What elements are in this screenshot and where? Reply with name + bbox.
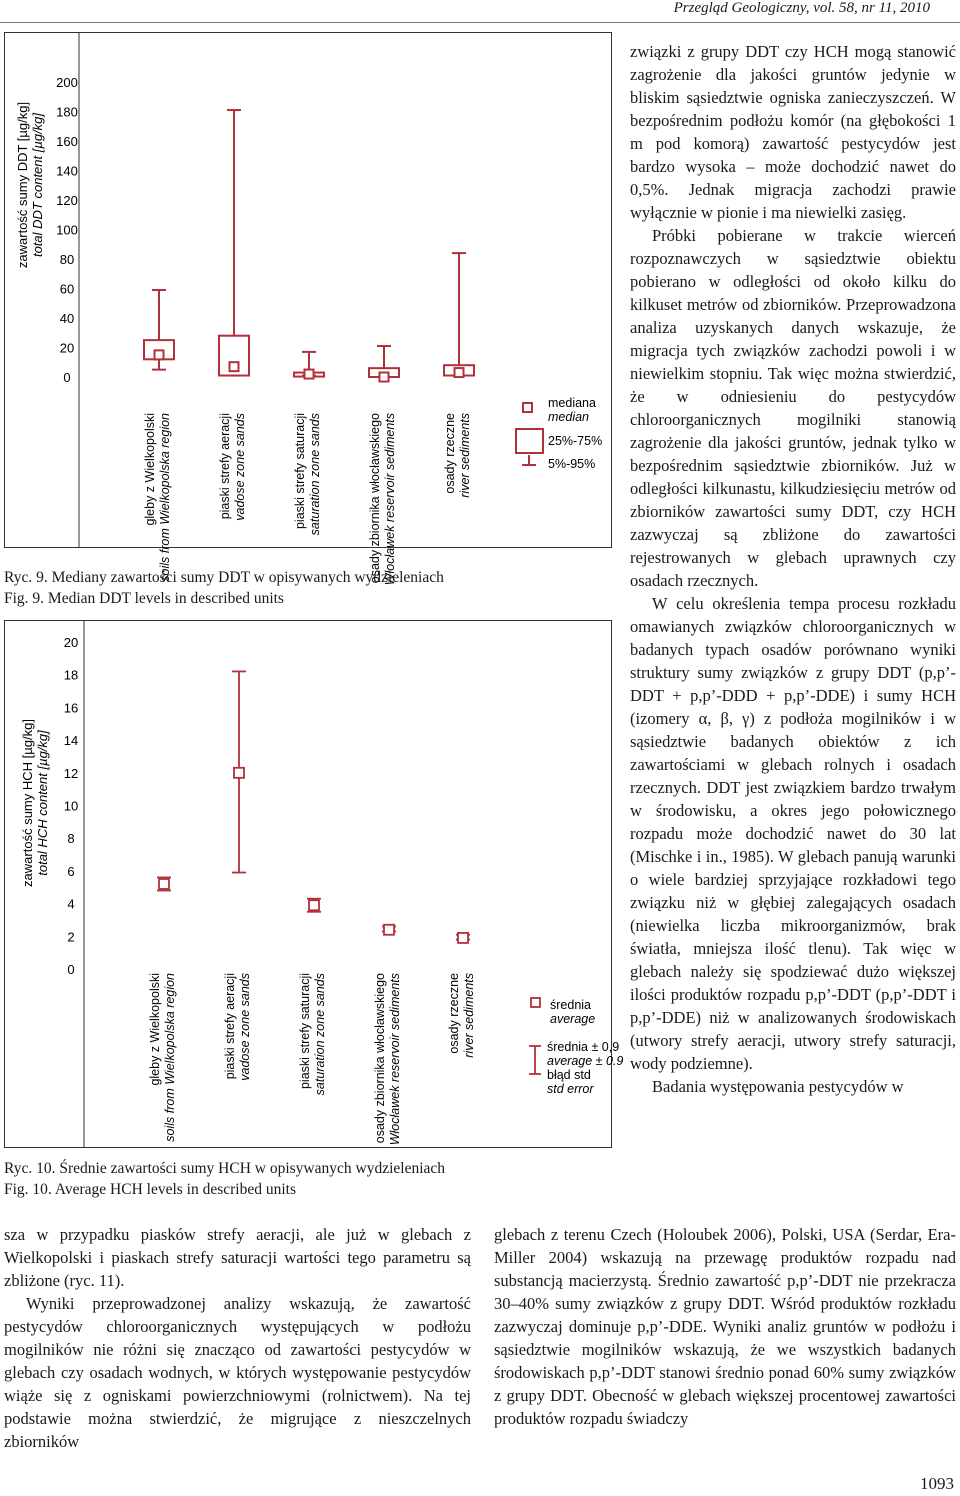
right-column-text	[630, 40, 956, 1098]
fig9-category-label-en: soils from Wielkopolska region	[158, 413, 172, 582]
fig10-category-label-pl: piaski strefy aeracji	[223, 973, 237, 1080]
fig10-legend-se-pl: błąd std	[547, 1068, 591, 1082]
fig10-tick-label: 10	[63, 798, 79, 814]
figure-10-chart	[5, 621, 624, 1147]
fig10-category-label-en: river sediments	[462, 973, 476, 1058]
fig9-category-label-pl: osady zbiornika włocławskiego	[368, 413, 382, 584]
fig9-tick-label: 60	[59, 281, 75, 297]
fig9-category-label-en: saturation zone sands	[308, 413, 322, 536]
fig10-category-label-en: soils from Wielkopolska region	[163, 973, 177, 1142]
fig10-category-label-pl: osady rzeczne	[447, 973, 461, 1054]
right-paragraph-1: związki z grupy DDT czy HCH mogą stanowić zagrożenie dla jakości gruntów jedynie w bliskim sąsiedztwie ogniska zanieczyszczeń. W bezpośrednim podłożu komór (na głębokości 1 m pod komorą) zawartość pestycydów jest bardzo wysoka – może dochodzić nawet do 0,5%. Jednak migracja zachodzi prawie wyłącznie w pionie i ma niewielki zasięg.	[630, 42, 956, 222]
fig10-tick-label: 2	[67, 929, 75, 945]
right-column-wide-text	[494, 1223, 956, 1430]
fig9-tick-label: 120	[56, 193, 78, 208]
fig9-tick-label: 180	[56, 104, 78, 120]
fig10-legend-mean-pl: średnia	[550, 998, 591, 1012]
fig9-tick-label: 0	[63, 370, 71, 385]
figure-10-frame	[4, 620, 624, 1148]
fig9-tick-label: 160	[56, 134, 78, 149]
fig9-category-label-pl: gleby z Wielkopolski	[143, 413, 157, 526]
fig10-tick-label: 16	[63, 700, 79, 716]
right-paragraph-2: Próbki pobierane w trakcie wierceń rozpoznawczych w sąsiedztwie obiektu pobierano w odległości od około kilku do kilkuset metrów od zbiorników. Przeprowadzona analiza uzyskanych danych wskazuje, że migracja tych związków zachodzi powoli i w niewielkim stopniu. Tak więc można stwierdzić, że w odniesieniu do pestycydów chloroorganicznych mogilniki stanowią zagrożenie dla jakości gruntów, jednak tylko w bezpośrednim sąsiedztwie zbiorników. Już w odległości kilkunastu, kilkudziesięciu metrów od zbiorników zawartości sumy DDT, czy HCH zazwyczaj są zbliżone do zawartości rejestrowanych w glebach uprawnych czy osadach rzecznych.	[630, 226, 956, 590]
figure-10-caption-pl: Ryc. 10. Średnie zawartości sumy HCH w opisywanych wydzieleniach	[4, 1160, 446, 1177]
fig10-category-label-pl: osady zbiornika włocławskiego	[373, 973, 387, 1144]
fig10-legend-mean-en: average	[550, 1012, 596, 1026]
fig10-tick-label: 6	[67, 863, 75, 879]
fig10-category-label-en: Włocławek reservoir sediments	[388, 973, 402, 1146]
fig9-legend-range: 5%-95%	[548, 457, 596, 471]
figure-9-caption	[4, 567, 604, 609]
fig10-ylabel-en: total HCH content [µg/kg]	[35, 730, 50, 876]
fig10-mean-marker	[309, 900, 319, 910]
fig10-category-label-pl: piaski strefy saturacji	[298, 973, 312, 1090]
page-number: 1093	[920, 1474, 954, 1493]
right-paragraph-4a: Badania występowania pestycydów w	[652, 1077, 904, 1096]
left-paragraph-2: Wyniki przeprowadzonej analizy wskazują, że zawartość pestycydów chloroorganicznych występujących w podłożu mogilników nie różni się znacząco od zawartości pestycydów w glebach czy osadach wodnych, w których występowanie pestycydów wiąże się z ogniskami powierzchniowymi (rolnictwem). Na tej podstawie można stwierdzić, że migrujące z nieszczelnych zbiorników	[4, 1294, 471, 1451]
fig10-legend-sd-en: average ± 0.9	[547, 1054, 624, 1068]
fig9-median-marker	[305, 370, 314, 379]
figure-9-caption-pl: Ryc. 9. Mediany zawartości sumy DDT w opisywanych wydzieleniach	[4, 569, 444, 586]
fig9-legend-median-en: median	[548, 410, 589, 424]
left-column-text	[4, 1223, 471, 1453]
figure-10-caption-en: Fig. 10. Average HCH levels in described units	[4, 1181, 297, 1198]
fig9-tick-label: 140	[56, 163, 78, 179]
fig10-category-label-en: vadose zone sands	[238, 973, 252, 1081]
fig9-tick-label: 80	[59, 252, 75, 267]
fig9-category-label-pl: piaski strefy saturacji	[293, 413, 307, 530]
fig9-median-marker	[155, 350, 164, 359]
fig10-category-label-pl: gleby z Wielkopolski	[148, 973, 162, 1086]
fig10-tick-label: 4	[67, 896, 75, 912]
fig9-tick-label: 20	[59, 340, 75, 356]
figure-10-caption	[4, 1158, 604, 1200]
fig10-tick-label: 0	[67, 962, 75, 977]
fig10-mean-marker	[458, 933, 468, 943]
fig10-category-label-en: saturation zone sands	[313, 973, 327, 1096]
fig10-mean-marker	[234, 768, 244, 778]
fig10-legend-se-en: std error	[547, 1082, 594, 1096]
fig9-legend-median-symbol	[523, 403, 532, 412]
right-paragraph-4b: glebach z terenu Czech (Holoubek 2006), Polski, USA (Serdar, Era-Miller 2004) wskazują na przewagę produktów rozpadu nad substancją macierzystą. Średnio zawartość p,p’-DDT nie przekracza 30–40% sumy związków z grupy DDT. Wśród produktów rozkładu zazwyczaj dominuje p,p’-DDE. Wyniki analiz gruntów w podłożu i sąsiedztwie mogilników wskazują, że we wszystkich badanych środowiskach p,p’-DDT stanowi średnio ponad 60% sumy związków z grupy DDT. Obecność w glebach większej procentowej zawartości produktów rozpadu świadczy	[494, 1225, 956, 1428]
fig10-tick-label: 8	[67, 831, 75, 847]
fig9-category-label-pl: osady rzeczne	[443, 413, 457, 494]
fig10-tick-label: 14	[63, 733, 79, 749]
fig9-category-label-en: Włocławek reservoir sediments	[383, 413, 397, 586]
fig10-tick-label: 18	[63, 667, 79, 683]
fig9-category-label-pl: piaski strefy aeracji	[218, 413, 232, 520]
fig10-mean-marker	[384, 925, 394, 935]
fig9-ylabel-pl: zawartość sumy DDT [µg/kg]	[15, 101, 30, 269]
fig9-ylabel-en: total DDT content [µg/kg]	[30, 112, 45, 258]
fig9-category-label-en: vadose zone sands	[233, 413, 247, 521]
fig9-median-marker	[455, 368, 464, 377]
fig9-legend-median-pl: mediana	[548, 396, 596, 410]
figure-9-caption-en: Fig. 9. Median DDT levels in described units	[4, 590, 284, 607]
left-paragraph-1: sza w przypadku piasków strefy aeracji, ale już w glebach z Wielkopolski i piaskach strefy saturacji wartości tego parametru są zbliżone (ryc. 11).	[4, 1225, 471, 1290]
fig10-ylabel-pl: zawartość sumy HCH [µg/kg]	[20, 719, 35, 887]
fig10-legend-sd-pl: średnia ± 0,9	[547, 1040, 620, 1054]
journal-header: Przegląd Geologiczny, vol. 58, nr 11, 2010	[673, 0, 930, 16]
fig10-tick-label: 12	[63, 765, 79, 781]
fig9-tick-label: 200	[56, 75, 78, 90]
fig9-median-marker	[230, 362, 239, 371]
fig9-legend-iqr: 25%-75%	[548, 434, 603, 448]
fig9-tick-label: 40	[59, 311, 75, 326]
fig9-category-label-en: river sediments	[458, 413, 472, 498]
right-paragraph-3: W celu określenia tempa procesu rozkładu omawianych związków chloroorganicznych w badanych typach osadów porównano wyniki struktury sumy związków z grupy DDT (p,p’-DDT + p,p’-DDD + p,p’-DDE) i sumy HCH (izomery α, β, γ) z podłoża mogilników i w sąsiedztwie badanych obiektów z ich zawartościami w glebach rolnych i osadach rzecznych. DDT jest związkiem bardzo trwałym w środowisku, a okres jego połowicznego rozpadu może dochodzić nawet do 30 lat (Mischke i in., 1985). W glebach panują warunki o wiele bardziej sprzyjające rozkładowi tego związku niż w głębiej zalegających osadach (niewielka liczba mikroorganizmów, brak światła, mniejsza ilość tlenu). Tak więc w glebach należy się spodziewać dużo większej ilości produktów rozpadu p,p’-DDT (p,p’-DDT i p,p’-DDE) niż w analizowanych środowiskach (utwory strefy aeracji, utwory strefy saturacji, wody podziemne).	[630, 594, 956, 1073]
fig10-mean-marker	[159, 879, 169, 889]
fig9-median-marker	[380, 373, 389, 382]
fig10-legend-mean-symbol	[531, 998, 540, 1007]
fig9-legend-iqr-symbol	[516, 429, 543, 453]
fig9-tick-label: 100	[56, 222, 78, 238]
header-rule	[0, 22, 960, 23]
fig10-tick-label: 20	[63, 635, 79, 650]
